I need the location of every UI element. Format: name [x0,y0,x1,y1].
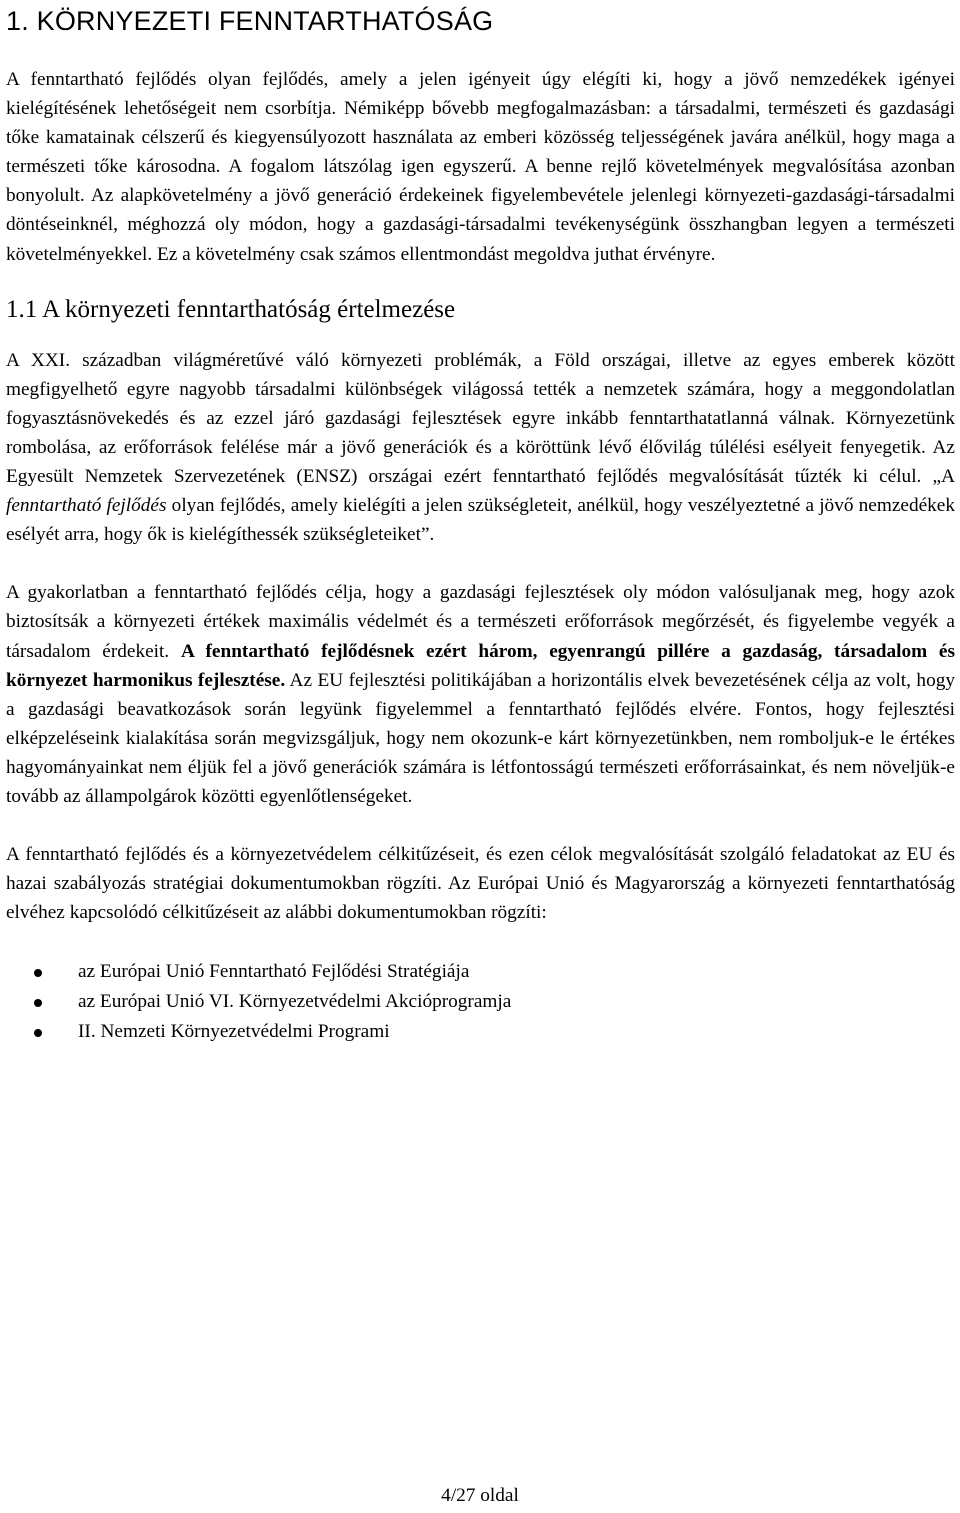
bullet-icon [34,1029,42,1037]
paragraph-2-text-end: Az EU fejlesztési politikájában a horizontális elvek bevezetésének célja az volt, hogy a gazdasági beavatkozások során legyünk figyelemmel a fenntartható fejlődés elvére. Fontos, hogy fejlesztési elképzeléseink kialakítása során megvizsgáljuk, hogy nem okozunk-e kárt környezetünkben, nem romboljuk-e le értékes hagyományainkat nem éljük fel a jövő generációk számára is létfontosságú természeti erőforrásainkat, és nem növeljük-e tovább az állampolgárok közötti egyenlőtlenségeket. [6,669,955,807]
bullet-icon [34,999,42,1007]
list-item [6,957,955,987]
page-number: 4/27 oldal [441,1485,519,1506]
paragraph-2-text-start: A gyakorlatban a fenntartható fejlődés célja, hogy a gazdasági fejlesztések oly módon valósuljanak meg, hogy azok biztosítsák a környezeti értékek maximális védelmét és a természeti erőforrások megőrzését, és figyelembe vegyék a társadalom érdekeit. [6,582,955,662]
chapter-heading: 1. KÖRNYEZETI FENNTARTHATÓSÁG [6,6,494,36]
bullet-icon [34,969,42,977]
section-heading: 1.1 A környezeti fenntarthatóság értelmezése [6,295,456,323]
list-item [6,1017,955,1047]
intro-paragraph: A fenntartható fejlődés olyan fejlődés, amely a jelen igényeit úgy elégíti ki, hogy a jövő nemzedékek igényei kielégítésének lehetőségeit nem csorbítja. Némiképp bővebb megfogalmazásban: a társadalmi, természeti és gazdasági tőke kamatainak célszerű és kiegyensúlyozott használata az emberi közösség teljességének javára anélkül, hogy maga a természeti tőke károsodna. A fogalom látszólag igen egyszerű. A benne rejlő követelmények megvalósítása azonban bonyolult. Az alapkövetelmény a jövő generáció érdekeinek figyelembevétele jelenlegi környezeti-gazdasági-társadalmi döntéseinknél, méghozzá oly módon, hogy a gazdasági-társadalmi tevékenységünk összhangban legyen a természeti követelményekkel. Ez a követelmény csak számos ellentmondást megoldva juthat érvényre. [6,69,955,265]
list-item [6,987,955,1017]
documents-list [6,957,955,1047]
document-page [6,0,955,1047]
paragraph-1-text-end: olyan fejlődés, amely kielégíti a jelen szükségleteit, anélkül, hogy veszélyeztetné a jövő nemzedékek esélyét arra, hogy ők is kielégíthessék szükségleteiket”. [6,495,956,546]
list-item-text: II. Nemzeti Környezetvédelmi Programi [78,1021,390,1043]
paragraph-2 [6,578,955,811]
list-item-text: az Európai Unió VI. Környezetvédelmi Akcióprogramja [78,991,512,1013]
paragraph-1-text-start: A XXI. században világméretűvé váló környezeti problémák, a Föld országai, illetve az egyes emberek között megfigyelhető egyre nagyobb társadalmi különbségek világossá tették a nemzetek számára, hogy a meggondolatlan fogyasztásnövekedés és az ezzel járó gazdasági fejlesztések egyre inkább fenntarthatatlanná válnak. Környezetünk rombolása, az erőforrások felélése már a jövő generációk és a köröttünk lévő élővilág túlélési esélyeit fenyegetik. Az Egyesült Nemzetek Szervezetének (ENSZ) országai ezért fenntartható fejlődés megvalósítását tűzték ki célul. „A [6,349,955,488]
paragraph-1-italic-term: fenntartható fejlődés [6,495,167,517]
paragraph-3: A fenntartható fejlődés és a környezetvédelem célkitűzéseit, és ezen célok megvalósítását szolgáló feladatokat az EU és hazai szabályozás stratégiai dokumentumokban rögzíti. Az Európai Unió és Magyarország a környezeti fenntarthatóság elvéhez kapcsolódó célkitűzéseit az alábbi dokumentumokban rögzíti: [6,844,955,924]
paragraph-1 [6,346,955,550]
list-item-text: az Európai Unió Fenntartható Fejlődési Stratégiája [78,961,470,983]
paragraph-2-bold-statement: A fenntartható fejlődésnek ezért három, egyenrangú pillére a gazdaság, társadalom és környezet harmonikus fejlesztése. [6,640,955,691]
